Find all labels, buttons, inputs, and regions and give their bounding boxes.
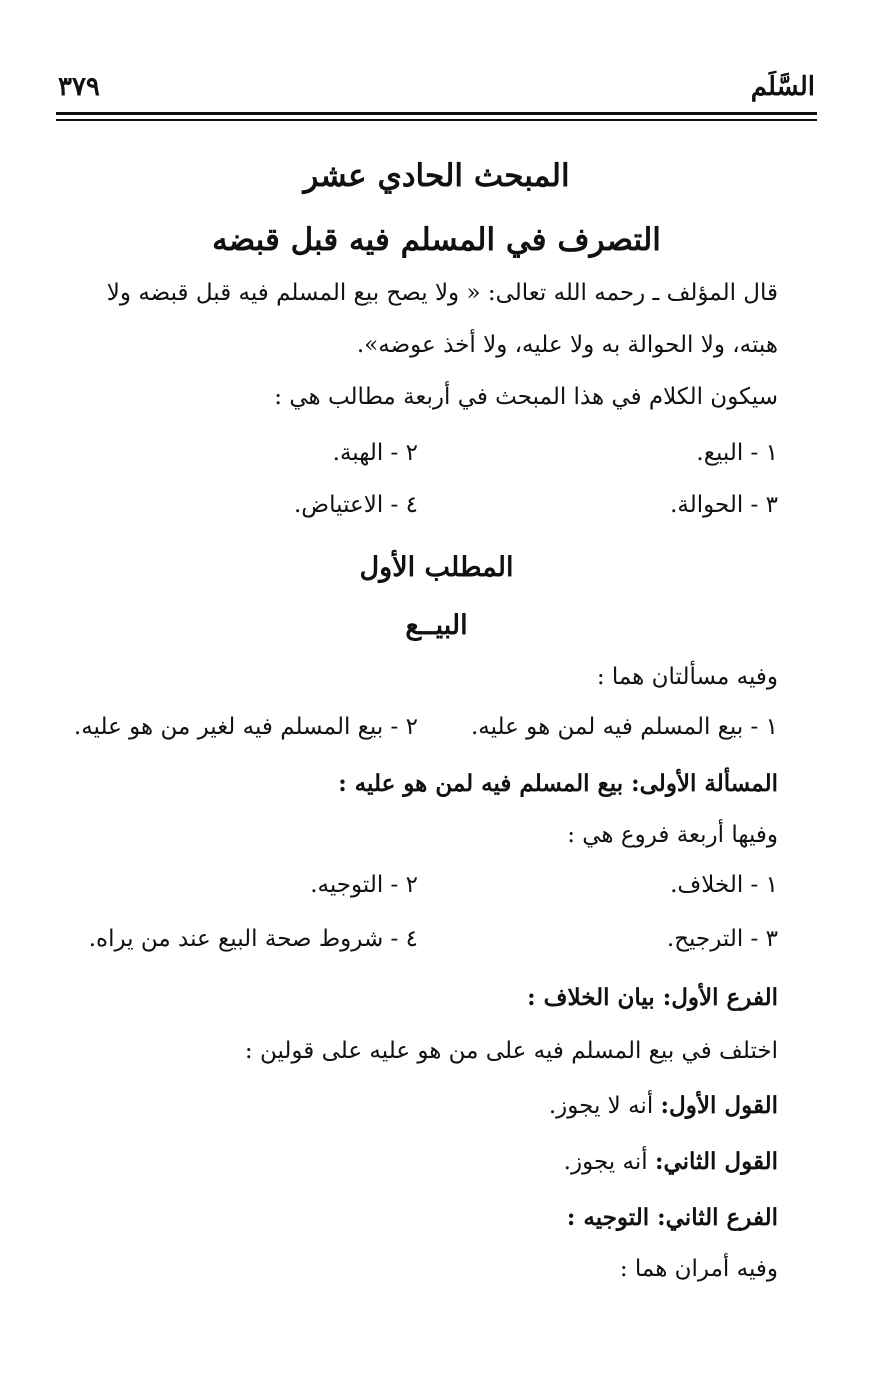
topic-3: ٣ - الحوالة. — [670, 492, 778, 518]
issue1-heading: المسألة الأولى: بيع المسلم فيه لمن هو عليه : — [338, 770, 778, 797]
branch1-text: اختلف في بيع المسلم فيه على من هو عليه على قولين : — [244, 1038, 778, 1064]
intro-line-2: هبته، ولا الحوالة به ولا عليه، ولا أخذ عوضه». — [356, 332, 778, 358]
topic-4: ٤ - الاعتياض. — [294, 492, 418, 518]
topic-1: ١ - البيع. — [696, 440, 778, 466]
branch1-heading: الفرع الأول: بيان الخلاف : — [527, 984, 778, 1011]
section-subtitle: البيــع — [405, 610, 468, 641]
page-number: ٣٧٩ — [58, 72, 100, 102]
opinion-2 — [60, 1148, 778, 1177]
branch-list-1: ١ - الخلاف. — [670, 872, 778, 898]
topic-2: ٢ - الهبة. — [332, 440, 418, 466]
section-title: المطلب الأول — [359, 552, 514, 583]
branch2-heading: الفرع الثاني: التوجيه : — [566, 1204, 778, 1231]
chapter-subtitle: التصرف في المسلم فيه قبل قبضه — [212, 222, 661, 258]
issue-1: ١ - بيع المسلم فيه لمن هو عليه. — [470, 714, 778, 740]
running-header — [58, 72, 815, 112]
opinion-2-label: القول الثاني: — [654, 1148, 778, 1175]
chapter-title: المبحث الحادي عشر — [303, 158, 570, 194]
branch-list-3: ٣ - الترجيح. — [666, 926, 778, 952]
opinion-2-text: أنه يجوز. — [563, 1149, 648, 1175]
branch-list-2: ٢ - التوجيه. — [310, 872, 418, 898]
opinion-1-text: أنه لا يجوز. — [548, 1093, 654, 1119]
branch2-text: وفيه أمران هما : — [619, 1256, 778, 1282]
issue1-intro: وفيها أربعة فروع هي : — [567, 822, 778, 848]
opinion-1 — [60, 1092, 778, 1121]
running-title: السَّلَم — [750, 72, 815, 102]
opinion-1-label: القول الأول: — [660, 1092, 778, 1119]
header-rule-thick — [56, 112, 817, 115]
section-intro: وفيه مسألتان هما : — [596, 664, 778, 690]
header-rule-thin — [56, 119, 817, 121]
intro-line-3: سيكون الكلام في هذا المبحث في أربعة مطالب هي : — [274, 384, 778, 410]
branch-list-4: ٤ - شروط صحة البيع عند من يراه. — [88, 926, 418, 952]
intro-line-1: قال المؤلف ـ رحمه الله تعالى: « ولا يصح بيع المسلم فيه قبل قبضه ولا — [106, 280, 778, 306]
issue-2: ٢ - بيع المسلم فيه لغير من هو عليه. — [73, 714, 418, 740]
